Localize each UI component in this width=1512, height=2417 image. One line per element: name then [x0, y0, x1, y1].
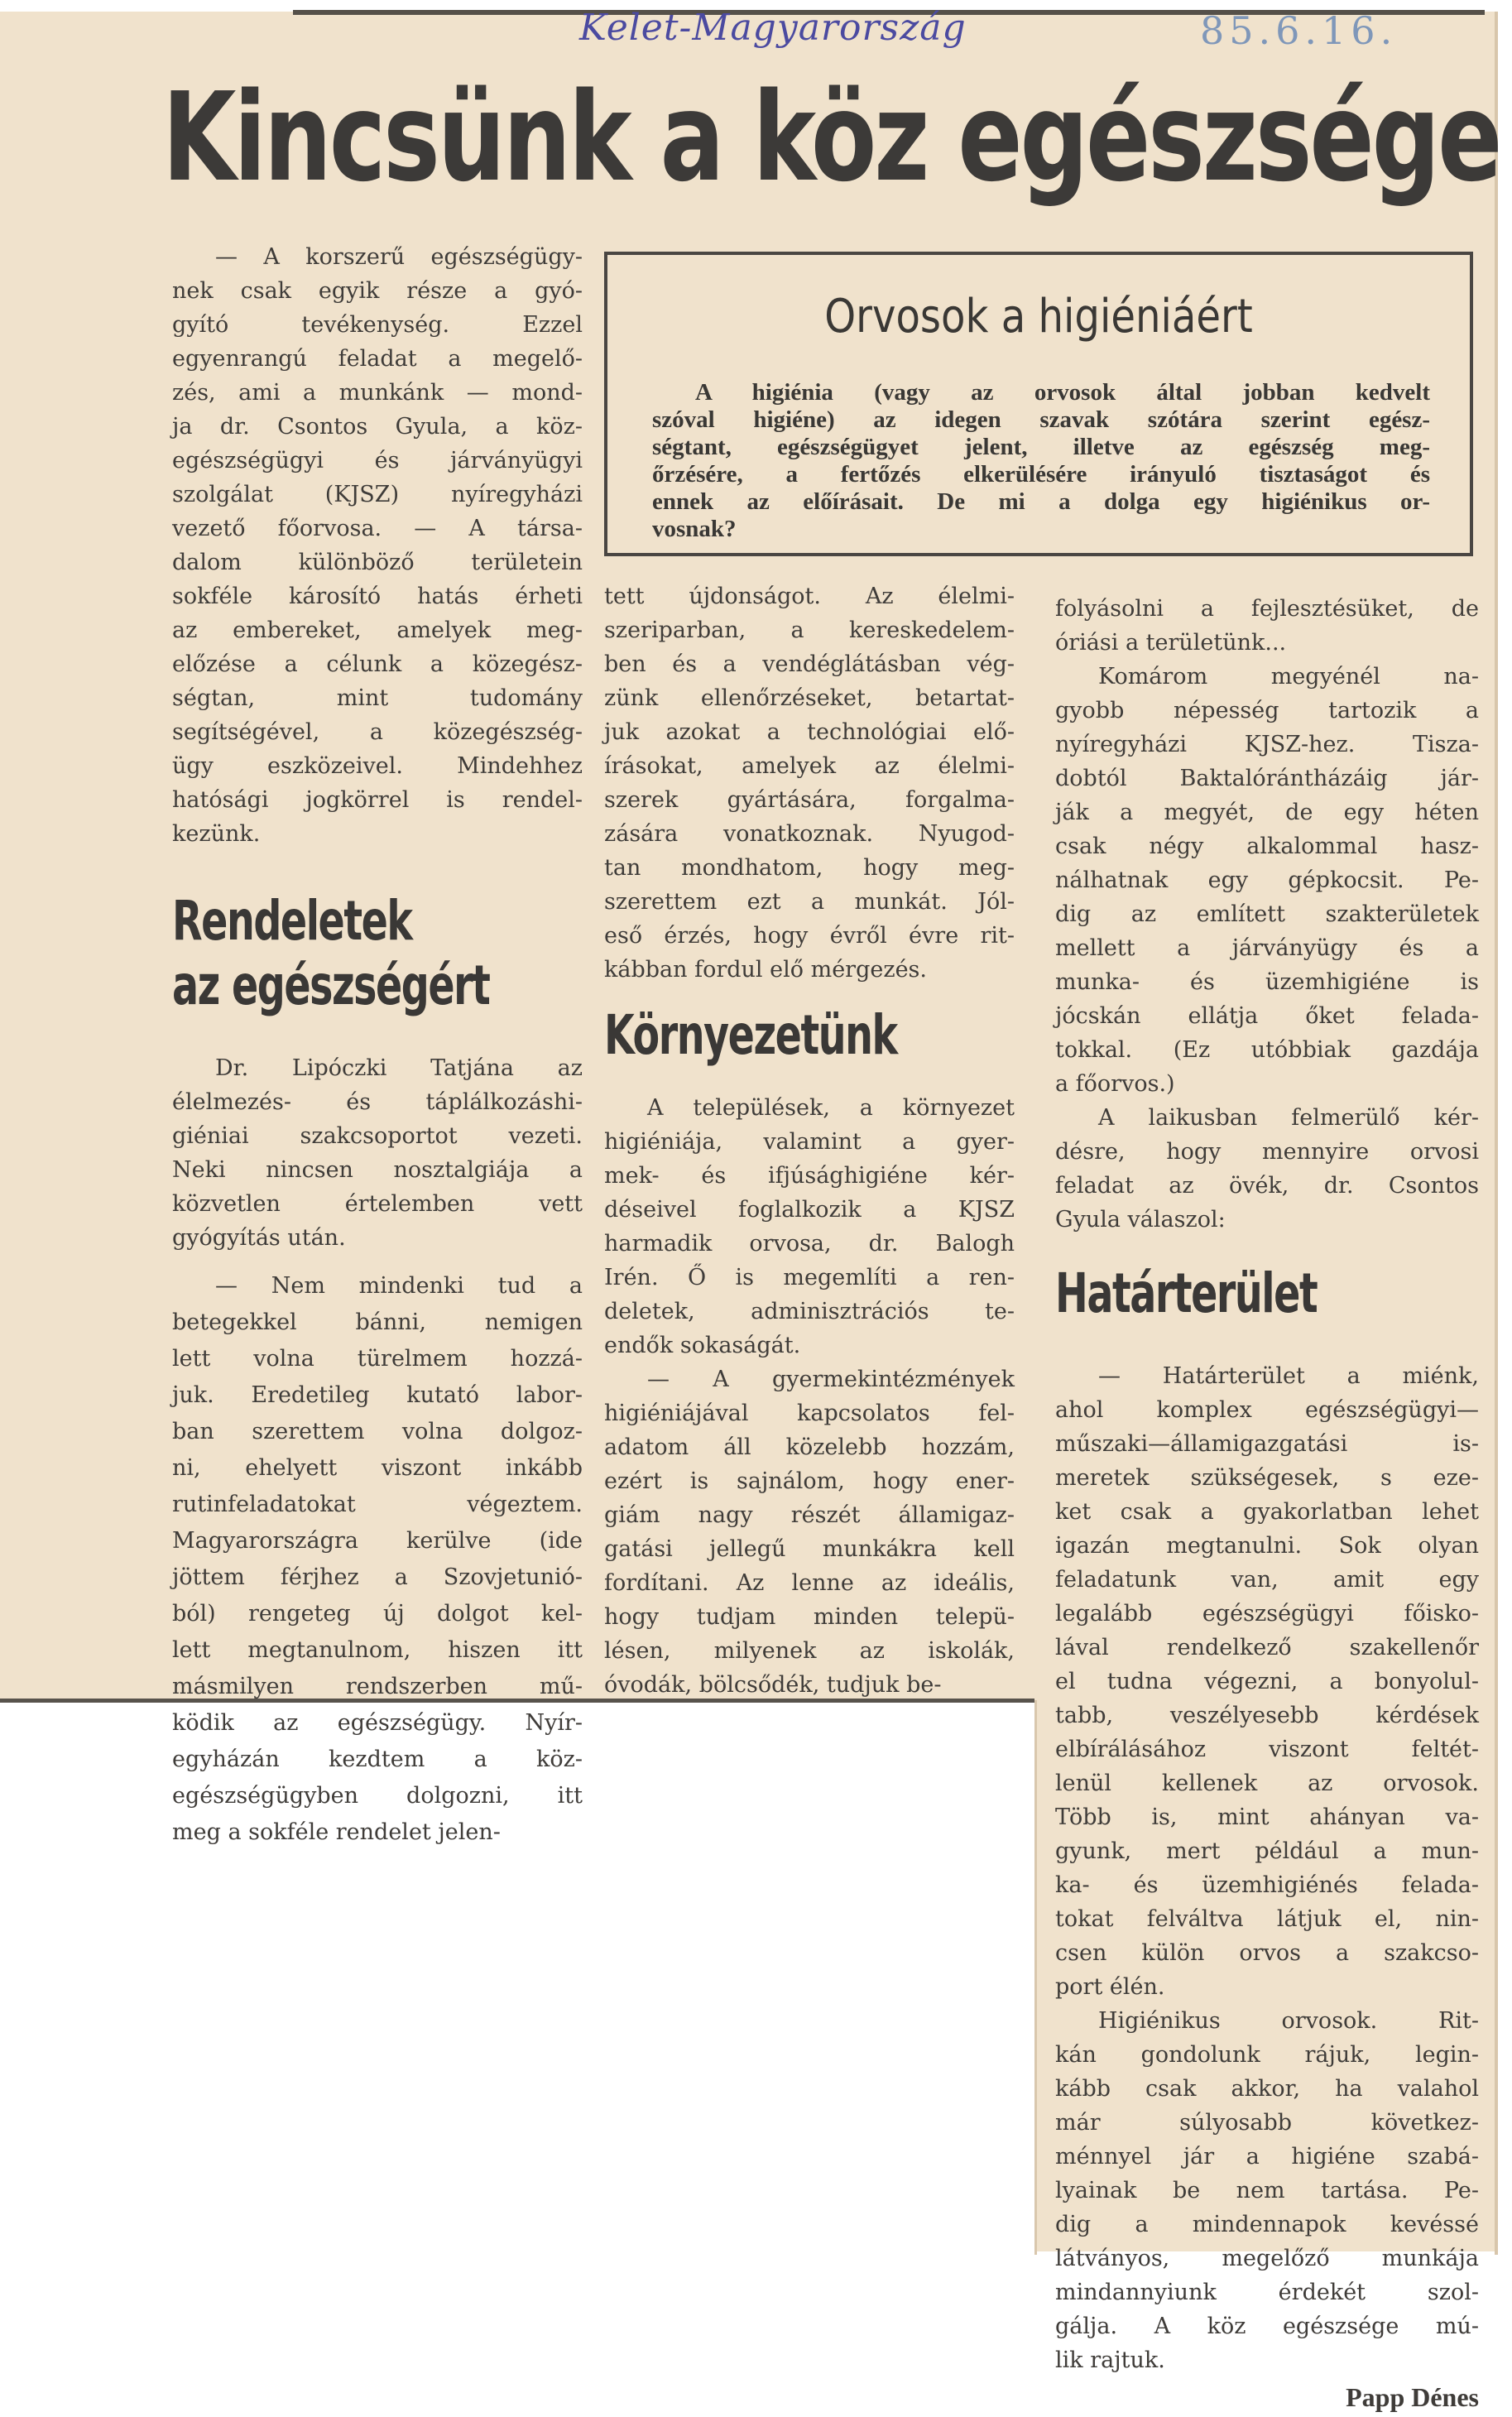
- text-line: ból) rengeteg új dolgot kel-: [172, 1601, 583, 1627]
- handwritten-newspaper-name: Kelet-Magyarország: [579, 7, 967, 49]
- text-line: ben és a vendéglátásban vég-: [604, 651, 1015, 677]
- text-line: ja dr. Csontos Gyula, a köz-: [172, 414, 583, 440]
- box-text-line: őrzésére, a fertőzés elkerülésére irányuló tisztaságot és: [652, 461, 1430, 488]
- box-body: [652, 379, 1430, 543]
- text-line: tokkal. (Ez utóbbiak gazdája: [1055, 1037, 1479, 1063]
- text-line: óvodák, bölcsődék, tudjuk be-: [604, 1672, 942, 1698]
- text-line: az embereket, amelyek meg-: [172, 617, 583, 643]
- text-line: deletek, adminisztrációs te-: [604, 1299, 1015, 1324]
- text-line: Dr. Lipóczki Tatjána az: [215, 1055, 583, 1081]
- text-line: elbírálásához viszont feltét-: [1055, 1737, 1479, 1762]
- text-line: Neki nincsen nosztalgiája a: [172, 1157, 583, 1183]
- text-line: déseivel foglalkozik a KJSZ: [604, 1197, 1015, 1223]
- text-line: ni, ehelyett viszont inkább: [172, 1455, 583, 1481]
- text-line: lett megtanulnom, hiszen itt: [172, 1637, 583, 1663]
- paragraph: [604, 579, 1015, 987]
- text-line: segítségével, a közegészség-: [172, 719, 583, 745]
- text-line: folyásolni a fejlesztésüket, de: [1055, 596, 1479, 622]
- text-line: endők sokaságát.: [604, 1333, 801, 1358]
- text-line: élelmezés- és táplálkozáshi-: [172, 1089, 583, 1115]
- text-line: fordítani. Az lenne az ideális,: [604, 1570, 1015, 1596]
- text-line: lett volna türelmem hozzá-: [172, 1346, 583, 1372]
- text-line: igazán megtanulni. Sok olyan: [1055, 1533, 1479, 1559]
- text-line: óriási a területünk...: [1055, 630, 1287, 656]
- clipping-edge: [1495, 12, 1498, 2255]
- text-line: ban szerettem volna dolgoz-: [172, 1419, 583, 1444]
- text-line: tett újdonságot. Az élelmi-: [604, 584, 1015, 609]
- text-line: el tudna végezni, a bonyolul-: [1055, 1669, 1479, 1694]
- text-line: zés, ami a munkánk — mond-: [172, 380, 583, 406]
- text-line: port élén.: [1055, 1974, 1165, 2000]
- text-line: gyógyítás után.: [172, 1225, 346, 1251]
- text-line: gatási jellegű munkákra kell: [604, 1536, 1015, 1562]
- text-line: higiéniája, valamint a gyer-: [604, 1129, 1015, 1155]
- text-line: feladat az övék, dr. Csontos: [1055, 1173, 1479, 1199]
- handwritten-date: 85.6.16.: [1200, 8, 1398, 53]
- text-line: kábban fordul elő mérgezés.: [604, 957, 927, 983]
- text-line: ménnyel jár a higiéne szabá-: [1055, 2144, 1479, 2170]
- text-line: — A korszerű egészségügy-: [215, 244, 583, 270]
- box-text-line: szóval higiéne) az idegen szavak szótára szerint egész-: [652, 406, 1430, 433]
- text-line: egészségügyi és járványügyi: [172, 448, 583, 473]
- box-text-line: ennek az előírásait. De mi a dolga egy higiénikus or-: [652, 488, 1430, 515]
- text-line: adatom áll közelebb hozzám,: [604, 1434, 1015, 1460]
- text-line: sokféle károsító hatás érheti: [172, 584, 583, 609]
- text-line: ködik az egészségügy. Nyír-: [172, 1710, 583, 1736]
- text-line: betegekkel bánni, nemigen: [172, 1309, 583, 1335]
- text-line: nálhatnak egy gépkocsit. Pe-: [1055, 867, 1479, 893]
- column-2: [604, 579, 1015, 1702]
- text-line: tabb, veszélyesebb kérdések: [1055, 1703, 1479, 1728]
- text-line: zünk ellenőrzéseket, betartat-: [604, 685, 1015, 711]
- text-line: gyító tevékenység. Ezzel: [172, 312, 583, 338]
- text-line: lik rajtuk.: [1055, 2347, 1165, 2373]
- text-line: mek- és ifjúsághigiéne kér-: [604, 1163, 1015, 1189]
- text-line: mellett a járványügy és a: [1055, 935, 1479, 961]
- text-line: lenül kellenek az orvosok.: [1055, 1771, 1479, 1796]
- text-line: csak négy alkalommal hasz-: [1055, 834, 1479, 859]
- text-line: giám nagy részét államigaz-: [604, 1502, 1015, 1528]
- text-line: feladatunk van, amit egy: [1055, 1567, 1479, 1593]
- text-line: Több is, mint ahányan va-: [1055, 1804, 1479, 1830]
- paragraph: [1055, 592, 1479, 660]
- text-line: kább csak akkor, ha valahol: [1055, 2076, 1479, 2102]
- text-line: előzése a célunk a közegész-: [172, 651, 583, 677]
- subhead-hatarterulet: Határterület: [1055, 1261, 1318, 1325]
- text-line: dig az említett szakterületek: [1055, 901, 1479, 927]
- text-line: látványos, megelőző munkája: [1055, 2246, 1479, 2271]
- text-line: közvetlen értelemben vett: [172, 1191, 583, 1217]
- text-line: hatósági jogkörrel is rendel-: [172, 787, 583, 813]
- subhead-rendeletek: Rendeletek: [172, 889, 412, 953]
- text-line: másmilyen rendszerben mű-: [172, 1674, 583, 1699]
- box-text-line: A higiénia (vagy az orvosok által jobban kedvelt: [695, 379, 1430, 406]
- column-3: [1055, 592, 1479, 2417]
- text-line: egészségügyben dolgozni, itt: [172, 1783, 583, 1809]
- text-line: lával rendelkező szakellenőr: [1055, 1635, 1479, 1660]
- text-line: juk azokat a technológiai elő-: [604, 719, 1015, 745]
- text-line: csen külön orvos a szakcso-: [1055, 1940, 1479, 1966]
- author-byline: Papp Dénes: [1346, 2382, 1479, 2412]
- text-line: Komárom megyénél na-: [1098, 664, 1479, 690]
- paragraph: [604, 1091, 1015, 1362]
- box-text-line: ségtant, egészségügyet jelent, illetve az egészség meg-: [652, 434, 1430, 460]
- text-line: eső érzés, hogy évről évre rit-: [604, 923, 1015, 949]
- text-line: dobtól Baktalórántházáig jár-: [1055, 766, 1479, 791]
- text-line: meretek szükségesek, s eze-: [1055, 1465, 1479, 1491]
- paragraph: [604, 1362, 1015, 1702]
- text-line: tan mondhatom, hogy meg-: [604, 855, 1015, 881]
- text-line: szolgálat (KJSZ) nyíregyházi: [172, 482, 583, 507]
- text-line: tokat felváltva látjuk el, nin-: [1055, 1906, 1479, 1932]
- text-line: ügy eszközeivel. Mindehhez: [172, 753, 583, 779]
- text-line: ségtan, mint tudomány: [172, 685, 583, 711]
- text-line: munka- és üzemhigiéne is: [1055, 969, 1479, 995]
- paragraph: [1055, 2004, 1479, 2377]
- intro-box: [604, 252, 1473, 556]
- text-line: kán gondolunk rájuk, legin-: [1055, 2042, 1479, 2068]
- text-line: juk. Eredetileg kutató labor-: [172, 1382, 583, 1408]
- text-line: dig a mindennapok kevéssé: [1055, 2212, 1479, 2237]
- text-line: gyobb népesség tartozik a: [1055, 698, 1479, 723]
- text-line: gyunk, mert például a mun-: [1055, 1838, 1479, 1864]
- box-text-line: vosnak?: [652, 516, 737, 542]
- text-line: Gyula válaszol:: [1055, 1207, 1226, 1233]
- text-line: — A gyermekintézmények: [647, 1367, 1015, 1392]
- text-line: ka- és üzemhigiénés felada-: [1055, 1872, 1479, 1898]
- text-line: Magyarországra kerülve (ide: [172, 1528, 583, 1554]
- headline: Kincsünk a köz egészsége: [162, 66, 1500, 209]
- text-line: egyházán kezdtem a köz-: [172, 1747, 583, 1772]
- text-line: legalább egészségügyi főisko-: [1055, 1601, 1479, 1627]
- text-line: A laikusban felmerülő kér-: [1098, 1105, 1479, 1131]
- text-line: vezető főorvosa. — A társa-: [172, 516, 583, 541]
- text-line: higiéniájával kapcsolatos fel-: [604, 1401, 1015, 1426]
- text-line: műszaki—államigazgatási is-: [1055, 1431, 1479, 1457]
- text-line: a főorvos.): [1055, 1071, 1175, 1097]
- text-line: lyainak be nem tartása. Pe-: [1055, 2178, 1479, 2203]
- text-line: giéniai szakcsoportot vezeti.: [172, 1123, 583, 1149]
- text-line: zására vonatkoznak. Nyugod-: [604, 821, 1015, 847]
- clipping-edge: [1034, 1700, 1037, 2255]
- text-line: ják a megyét, de egy héten: [1055, 800, 1479, 825]
- text-line: jöttem férjhez a Szovjetunió-: [172, 1564, 583, 1590]
- text-line: harmadik orvosa, dr. Balogh: [604, 1231, 1015, 1257]
- text-line: egyenrangú feladat a megelő-: [172, 346, 583, 372]
- text-line: — Nem mindenki tud a: [215, 1273, 583, 1299]
- text-line: kezünk.: [172, 821, 261, 847]
- paragraph: [1055, 1359, 1479, 2004]
- text-line: hogy tudjam minden telepü-: [604, 1604, 1015, 1630]
- text-line: nyíregyházi KJSZ-hez. Tisza-: [1055, 732, 1479, 757]
- text-line: ket csak a gyakorlatban lehet: [1055, 1499, 1479, 1525]
- paragraph: [172, 1051, 583, 1255]
- text-line: désre, hogy mennyire orvosi: [1055, 1139, 1479, 1165]
- text-line: nek csak egyik része a gyó-: [172, 278, 583, 304]
- text-line: ahol komplex egészségügyi—: [1055, 1397, 1479, 1423]
- text-line: írásokat, amelyek az élelmi-: [604, 753, 1015, 779]
- text-line: már súlyosabb következ-: [1055, 2110, 1479, 2136]
- text-line: dalom különböző területein: [172, 550, 583, 575]
- text-line: jócskán ellátja őket felada-: [1055, 1003, 1479, 1029]
- text-line: szerettem ezt a munkát. Jól-: [604, 889, 1015, 915]
- column-1: [172, 240, 583, 1851]
- text-line: szeriparban, a kereskedelem-: [604, 617, 1015, 643]
- text-line: rutinfeladatokat végeztem.: [172, 1492, 583, 1517]
- text-line: meg a sokféle rendelet jelen-: [172, 1819, 501, 1845]
- paragraph: [1055, 660, 1479, 1101]
- text-line: lésen, milyenek az iskolák,: [604, 1638, 1015, 1664]
- text-line: A települések, a környezet: [647, 1095, 1015, 1121]
- subhead-rendeletek-line2: az egészségért: [172, 954, 490, 1017]
- text-line: — Határterület a miénk,: [1098, 1363, 1479, 1389]
- intro-paragraph: [172, 240, 583, 851]
- paragraph: [172, 1268, 583, 1851]
- box-title: Orvosok a higiéniáért: [824, 290, 1253, 344]
- subhead-kornyezetunk: Környezetünk: [604, 1003, 897, 1067]
- paragraph: [1055, 1101, 1479, 1237]
- text-line: Higiénikus orvosok. Rit-: [1098, 2008, 1479, 2034]
- text-line: Irén. Ő is megemlíti a ren-: [604, 1265, 1015, 1290]
- text-line: szerek gyártására, forgalma-: [604, 787, 1015, 813]
- text-line: gálja. A köz egészsége mú-: [1055, 2314, 1479, 2339]
- text-line: mindannyiunk érdekét szol-: [1055, 2280, 1479, 2305]
- text-line: ezért is sajnálom, hogy ener-: [604, 1468, 1015, 1494]
